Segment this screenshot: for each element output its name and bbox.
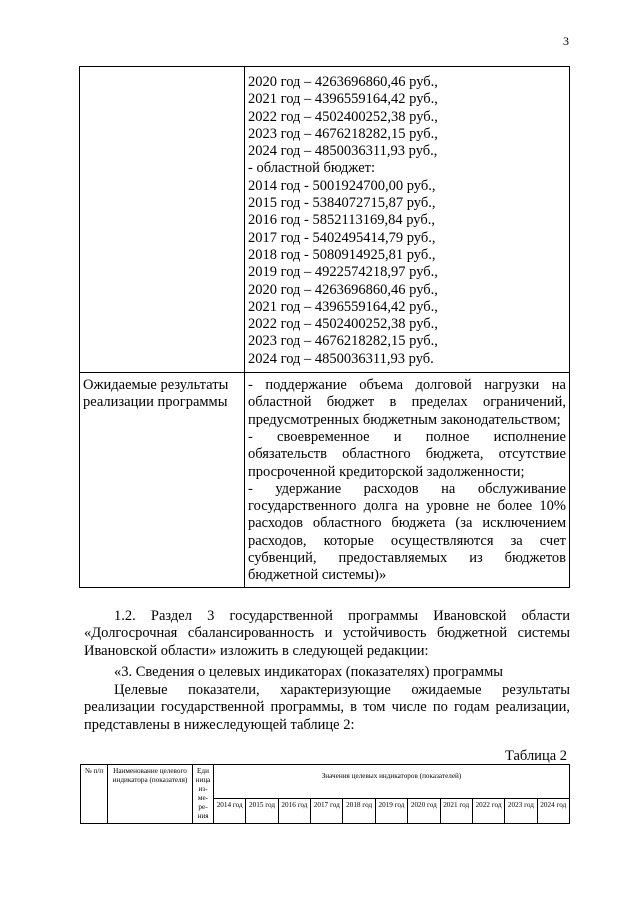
year-cell: 2016 год [278, 798, 310, 823]
expected-results-label: Ожидаемые результаты реализации программы [83, 377, 229, 411]
year-cell: 2017 год [311, 798, 343, 823]
funding-line: 2023 год – 4676218282,15 руб., [248, 333, 438, 350]
funding-line: 2021 год – 4396559164,42 руб., [248, 91, 438, 108]
row-label [80, 373, 245, 588]
funding-line: 2021 год – 4396559164,42 руб., [248, 298, 438, 315]
page-number: 3 [563, 34, 569, 48]
header-unit: Еди ница из- ме- ре- ния [193, 765, 214, 824]
table-caption: Таблица 2 [505, 748, 568, 764]
header-values: Значения целевых индикаторов (показателей) [214, 765, 570, 799]
year-cell: 2021 год [440, 798, 472, 823]
funding-line: 2020 год – 4263696860,46 руб., [248, 281, 438, 298]
program-passport-table [79, 66, 570, 588]
indicators-table [80, 764, 570, 824]
header-number: № п/п [81, 765, 108, 824]
funding-line: 2020 год – 4263696860,46 руб., [248, 74, 438, 90]
table-row [80, 67, 570, 373]
funding-line: 2017 год - 5402495414,79 руб., [248, 229, 436, 246]
year-cell: 2020 год [408, 798, 440, 823]
year-cell: 2019 год [375, 798, 407, 823]
funding-line: 2023 год – 4676218282,15 руб., [248, 125, 438, 142]
paragraph-section-title: «3. Сведения о целевых индикаторах (показателях) программы [114, 664, 504, 680]
year-cell: 2018 год [343, 798, 375, 823]
funding-line: 2018 год - 5080914925,81 руб., [248, 246, 436, 263]
year-cell: 2015 год [246, 798, 278, 823]
funding-line: 2024 год – 4850036311,93 руб., [248, 143, 438, 160]
year-cell: 2022 год [472, 798, 504, 823]
funding-line: 2014 год - 5001924700,00 руб., [248, 177, 436, 194]
table-row [80, 373, 570, 588]
year-cell: 2023 год [505, 798, 537, 823]
paragraph-section-change: 1.2. Раздел 3 государственной программы Ивановской области «Долгосрочная сбалансированность и устойчивость бюджетной системы Ивановской области» изложить в следующей редакции: [84, 608, 570, 659]
year-cell: 2024 год [537, 798, 569, 823]
funding-line: 2024 год – 4850036311,93 руб. [248, 350, 434, 367]
funding-line: 2019 год – 4922574218,97 руб., [248, 264, 438, 281]
funding-line: 2022 год – 4502400252,38 руб., [248, 108, 438, 125]
header-indicator-name: Наименование целевого индикатора (показателя) [108, 765, 193, 824]
funding-line: 2022 год – 4502400252,38 руб., [248, 316, 438, 333]
funding-cell [245, 67, 570, 373]
empty-label-cell [80, 67, 245, 373]
result-item: - поддержание объема долговой нагрузки на областной бюджет в пределах ограничений, предусмотренных бюджетным законодательством; [248, 377, 566, 428]
funding-line: 2016 год - 5852113169,84 руб., [248, 212, 435, 229]
expected-results-cell [245, 373, 570, 588]
table-header-row [81, 765, 570, 799]
funding-line: 2015 год - 5384072715,87 руб., [248, 195, 436, 212]
result-item: - удержание расходов на обслуживание государственного долга на уровне не более 10% расходов областного бюджета (за исключением расходов, которые осуществляются за счет субвенций, предоставляемых из бюджетов бюджетной системы)» [248, 480, 566, 584]
year-cell: 2014 год [214, 798, 246, 823]
result-item: - своевременное и полное исполнение обязательств областного бюджета, отсутствие просроченной кредиторской задолженности; [248, 428, 566, 480]
paragraph-indicators-intro: Целевые показатели, характеризующие ожидаемые результаты реализации государственной программы, в том числе по годам реализации, представлены в нижеследующей таблице 2: [84, 682, 570, 733]
funding-line: - областной бюджет: [248, 160, 376, 177]
